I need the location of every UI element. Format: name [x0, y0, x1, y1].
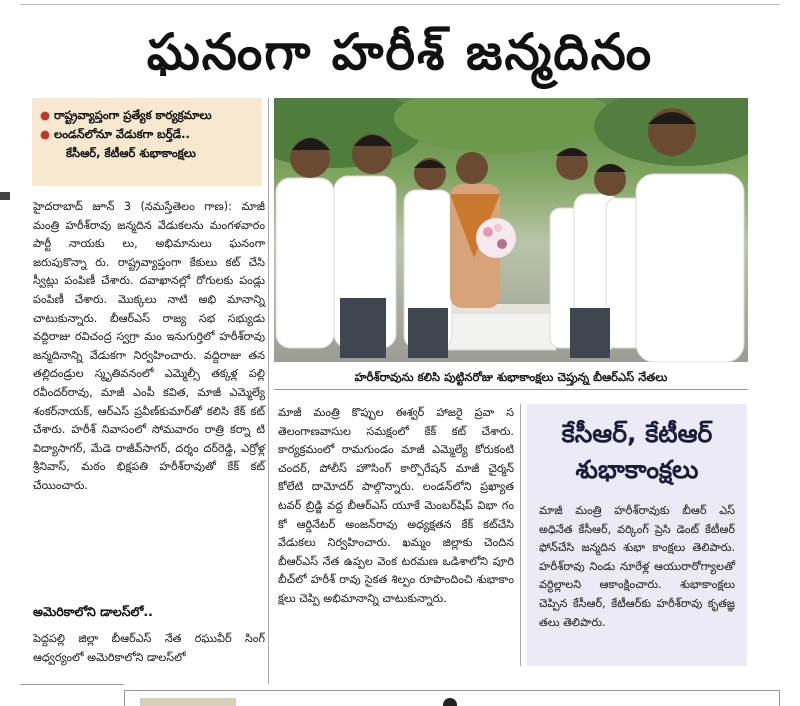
bullet-icon: ●: [40, 127, 51, 141]
highlights-box: [32, 98, 262, 186]
column-divider: [520, 404, 521, 666]
news-photo: [274, 98, 748, 362]
sidebox-body: మాజీ మంత్రి హరీశ్‌రావుకు బీఆర్ ఎస్ అధినేత కేసీఆర్, వర్కింగ్ ప్రెసి డెంట్ కేటీఆర్ ఫోన్‌చేసి జన్మదిన శుభా కాంక్షలు తెలిపారు. హరీశ్‌రావు నిండు నూరేళ్ల ఆయురారోగ్యాలతో వర్ధిల్లాలని ఆకాంక్షించారు. శుభాకాంక్షలు చెప్పిన కేసీఆర్, కేటీఆర్‌కు హరీశ్‌రావు కృతజ్ఞ తలు తెలిపారు.: [539, 504, 735, 629]
sidebox-title-line2: శుభాకాంక్షలు: [575, 455, 699, 484]
top-rule: [20, 4, 780, 5]
next-article-image: [140, 698, 236, 706]
highlight-item: ● లండన్‌లోనూ వేడుకగా బర్త్‌డే..: [40, 127, 190, 141]
sidebox-title-line1: కేసీఆర్, కేటీఆర్: [561, 419, 713, 448]
headline: ఘనంగా హరీశ్ జన్మదినం: [146, 22, 654, 81]
left-article-continued: పెద్దపల్లి జిల్లా బీఆర్ఎస్ నేత రఘువీర్ సింగ్ ఆధ్వర్యంలో అమెరికాలోని డాలస్‌లో: [33, 632, 265, 664]
highlight-item: ● రాష్ట్రవ్యాప్తంగా ప్రత్యేక కార్యక్రమాలు: [40, 108, 212, 122]
bullet-icon: ●: [40, 108, 51, 122]
kcr-ktr-wishes-box: [527, 404, 747, 666]
column-divider: [268, 98, 269, 684]
left-article: హైదరాబాద్ జూన్ 3 (నమస్తేతెలం గాణ): మాజీ మంత్రి హరీశ్‌రావు జన్మదిన వేడుకలను మంగళవారం పార్టీ నాయకు లు, అభిమానులు ఘనంగా జరుపుకొన్నా రు. రాష్ట్రవ్యాప్తంగా కేకులు కట్ చేసి స్వీట్లు పంపిణీ చేశారు. దవాఖానల్లో రోగులకు పండ్లు పంపిణీ చేశారు. మొక్కలు నాటి అభి మానాన్ని చాటుకున్నారు. బీఆర్ఎస్ రాజ్య సభ సభ్యుడు వద్దిరాజు రవిచంద్ర స్వగ్రా మం ఇనుగుర్తిలో హరీశ్‌రావు జన్మదినాన్ని వేడుకగా నిర్వహించారు. వద్దిరాజు తన తల్లిదండ్రుల స్మృతివనంలో ఎమ్మెల్సీ తక్కళ్ల పల్లి రవీందర్‌రావు, మాజీ ఎంపీ కవిత, మాజీ ఎమ్మెల్యే శంకర్‌నాయక్, ఆర్ఎస్ ప్రవీణ్‌కుమార్‌తో కలిసి కేక్ కట్ చేశారు. హరీశ్ నివాసంలో సోమవారం రాత్రి కర్నా టి విద్యాసాగర్, మేడె రాజీవ్‌సాగర్, దర్శం దర్‌రెడ్డి, ఎర్రోళ్ల శ్రీనివాస్, మఠం భిక్షపతి హరీశ్‌రావుతో కేక్ కట్ చేయించారు.: [33, 200, 265, 492]
page-edge-marker: [0, 192, 10, 200]
photo-caption: హరీశ్‌రావును కలిసి పుట్టినరోజు శుభాకాంక్షలు చెప్తున్న బీఆర్ఎస్ నేతలు: [274, 364, 748, 390]
bottom-rule: [20, 684, 124, 685]
middle-article: మాజీ మంత్రి కొప్పుల ఈశ్వర్ హాజరై ప్రవా స తెలంగాణవాసుల సమక్షంలో కేక్ కట్ చేశారు. కార్యక్రమంలో రామగుండం మాజీ ఎమ్మెల్యే కోరుకంటి చందర్, పోలీస్ హౌసింగ్ కార్పొరేషన్ మాజీ చైర్మన్ కోలేటి దామోదర్ పాల్గొన్నారు. లండన్‌లోని ప్రఖ్యాత టవర్ బ్రిడ్జి వద్ద బీఆర్ఎస్ యూకే మెంబర్‌షిప్ విభా గం కో ఆర్డినేటర్ అంజన్‌రావు అధ్యక్షతన కేక్ కట్‌చేసి వేడుకలు నిర్వహించారు. ఖమ్మం జిల్లాకు చెందిన బీఆర్ఎస్ నేత ఉప్పల వెంక టరమణ ఒడిశాలోని పూరి బీచ్‌లో హరీశ్ రావు సైకత శిల్పం రూపొందించి శుభాకాం క్షలు చెప్పి అభిమానాన్ని చాటుకున్నారు.: [278, 406, 514, 605]
photo-illustration: [274, 98, 748, 362]
next-article-icon: [443, 698, 457, 706]
sidebox-title: [539, 416, 735, 488]
section-subhead: అమెరికాలోని డాలస్‌లో..: [33, 604, 153, 619]
highlight-item: కేసీఆర్, కేటీఆర్ శుభాకాంక్షలు: [66, 146, 196, 160]
